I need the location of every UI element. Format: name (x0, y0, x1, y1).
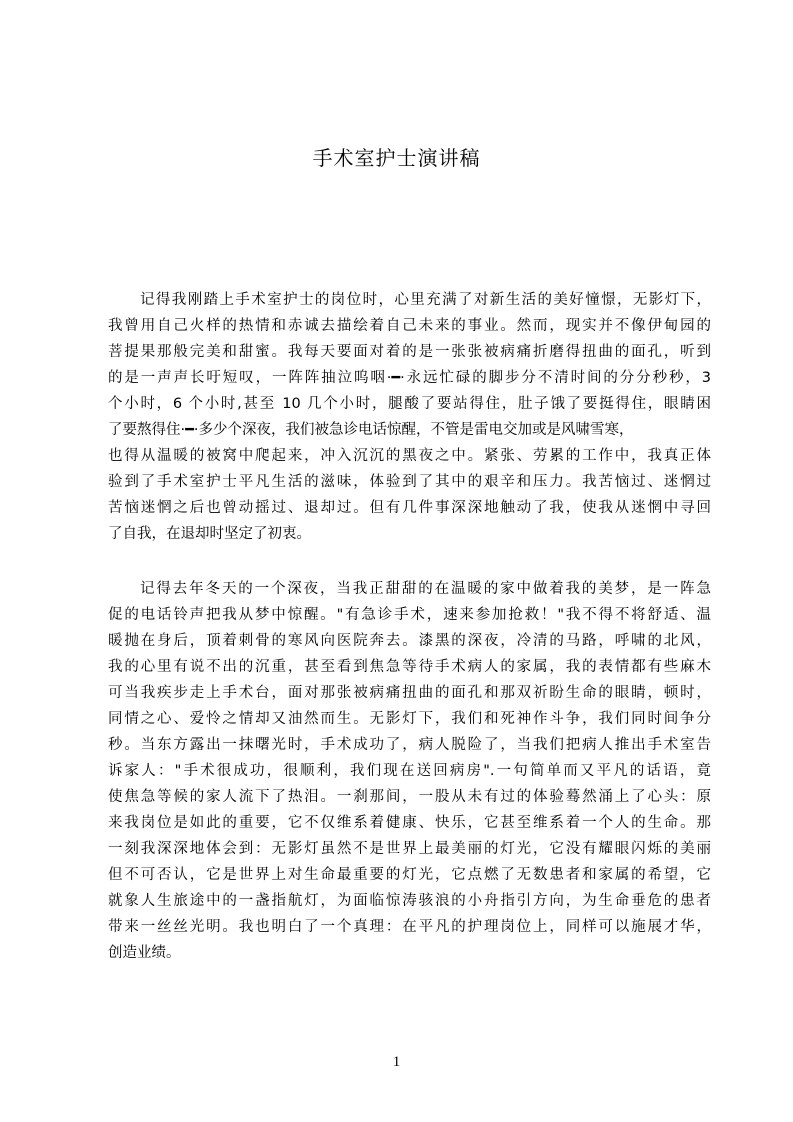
paragraph-line: 同情之心、爱怜之情却又油然而生。无影灯下，我们和死神作斗争，我们同时间争分 (108, 711, 711, 727)
paragraph-line: 我的心里有说不出的沉重，甚至看到焦急等待手术病人的家属，我的表情都有些麻木 (108, 659, 711, 675)
paragraph-line: 诉家人："手术很成功，很顺利，我们现在送回病房".一句简单而又平凡的话语，竟 (108, 763, 711, 779)
paragraph-line: 了自我，在退却时坚定了初衷。 (108, 526, 311, 542)
paragraph-line: 秒。当东方露出一抹曙光时，手术成功了，病人脱险了，当我们把病人推出手术室告 (108, 737, 711, 753)
paragraph-line: 的是一声声长吁短叹，一阵阵抽泣呜咽·━·永远忙碌的脚步分不清时间的分分秒秒，3 (108, 370, 711, 386)
paragraph-line: 可当我疾步走上手术台，面对那张被病痛扭曲的面孔和那双祈盼生命的眼睛，顿时， (108, 685, 711, 701)
paragraph-line: 但不可否认，它是世界上对生命最重要的灯光，它点燃了无数患者和家属的希望，它 (108, 867, 711, 883)
paragraph-line: 创造业绩。 (108, 945, 181, 961)
page-number: 1 (392, 1054, 401, 1070)
paragraph-line: 了要熬得住·━·多少个深夜，我们被急诊电话惊醒，不管是雷电交加或是风啸雪寒， (108, 422, 634, 438)
paragraph-line: 带来一丝丝光明。我也明白了一个真理：在平凡的护理岗位上，同样可以施展才华， (108, 919, 711, 935)
paragraph-line: 验到了手术室护士平凡生活的滋味，体验到了其中的艰辛和压力。我苦恼过、迷惘过 (108, 474, 711, 490)
paragraph-line: 记得我刚踏上手术室护士的岗位时，心里充满了对新生活的美好憧憬，无影灯下， (140, 292, 711, 308)
paragraph-line: 个小时，6 个小时,甚至 10 几个小时，腿酸了要站得住，肚子饿了要挺得住，眼睛困 (108, 396, 711, 412)
paragraph-1 (108, 287, 711, 547)
paragraph-line: 来我岗位是如此的重要，它不仅维系着健康、快乐，它甚至维系着一个人的生命。那 (108, 815, 711, 831)
paragraph-line: 苦恼迷惘之后也曾动摇过、退却过。但有几件事深深地触动了我，使我从迷惘中寻回 (108, 500, 711, 516)
paragraph-line: 也得从温暖的被窝中爬起来，冲入沉沉的黑夜之中。紧张、劳累的工作中，我真正体 (108, 448, 711, 464)
document-title: 手术室护士演讲稿 (312, 146, 481, 170)
paragraph-line: 使焦急等候的家人流下了热泪。一刹那间，一股从未有过的体验蓦然涌上了心头：原 (108, 789, 711, 805)
paragraph-line: 暖抛在身后，顶着刺骨的寒风向医院奔去。漆黑的深夜，冷清的马路，呼啸的北风， (108, 633, 711, 649)
paragraph-line: 我曾用自己火样的热情和赤诚去描绘着自己未来的事业。然而，现实并不像伊甸园的 (108, 318, 711, 334)
paragraph-line: 菩提果那般完美和甜蜜。我每天要面对着的是一张张被病痛折磨得扭曲的面孔，听到 (108, 344, 711, 360)
paragraph-line: 记得去年冬天的一个深夜，当我正甜甜的在温暖的家中做着我的美梦，是一阵急 (140, 581, 711, 597)
paragraph-line: 就象人生旅途中的一盏指航灯，为面临惊涛骇浪的小舟指引方向，为生命垂危的患者 (108, 893, 711, 909)
paragraph-2 (108, 576, 711, 966)
paragraph-line: 一刻我深深地体会到：无影灯虽然不是世界上最美丽的灯光，它没有耀眼闪烁的美丽 (108, 841, 711, 857)
paragraph-line: 促的电话铃声把我从梦中惊醒。"有急诊手术，速来参加抢救！"我不得不将舒适、温 (108, 607, 711, 623)
